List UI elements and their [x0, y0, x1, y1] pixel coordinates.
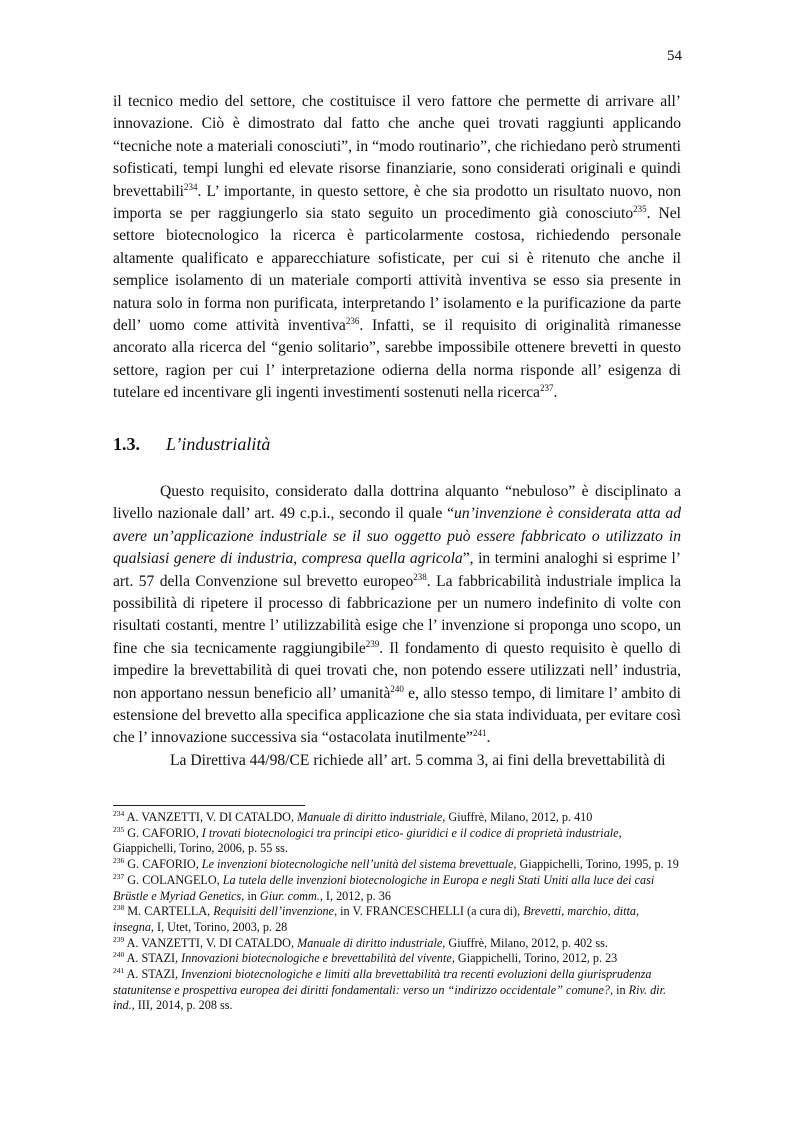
footnote-ref[interactable]: 236	[345, 315, 360, 326]
fn-text: G. CAFORIO,	[124, 825, 202, 840]
fn-title: Requisiti dell’invenzione	[213, 904, 335, 919]
footnote-ref[interactable]: 237	[539, 383, 554, 394]
section-heading	[113, 434, 270, 455]
fn-journal: Brevetti, marchio, ditta, insegna	[113, 904, 640, 934]
footnote-ref[interactable]: 241	[472, 728, 487, 739]
footnote-number: 241	[113, 965, 125, 975]
paragraph-industriality	[113, 481, 681, 772]
footnote-number: 240	[113, 950, 125, 960]
footnote	[113, 904, 683, 935]
footnote-number: 235	[113, 824, 125, 834]
fn-journal: Riv. dir. ind.	[113, 982, 667, 1013]
footnote-ref[interactable]: 234	[184, 181, 198, 192]
fn-text: , Giuffrè, Milano, 2012, p. 402 ss.	[442, 935, 608, 950]
fn-text: , Giuffrè, Milano, 2012, p. 410	[442, 810, 593, 824]
footnote-number: 239	[113, 934, 125, 944]
footnote-separator	[113, 805, 305, 806]
footnote-number: 238	[113, 903, 125, 913]
text-span: Questo requisito, considerato dalla dottrina alquanto “nebuloso” è disciplinato a livello nazionale dall’ art. 49 c.p.i., secondo il quale “	[113, 483, 681, 523]
text-span: . Il fondamento di questo requisito è quello di impedire la brevettabilità di quei trovati che, non potendo essere utilizzati nell’ industria, non apportano nessun beneficio all’ umanità	[113, 639, 681, 702]
footnote	[113, 810, 683, 826]
text-span: . La fabbricabilità industriale implica la possibilità di ripetere il processo di fabbricazione per un numero indefinito di volte con risultati costanti, mentre l’ utilizzabilità esige che l’ invenzione si proponga uno scopo, un fine che sia tecnicamente raggiungibile	[113, 572, 681, 657]
quoted-text: un’invenzione è considerata atta ad avere un’applicazione industriale se il suo oggetto può essere fabbricato o utilizzato in qualsiasi genere di industria, compresa quella agricola	[113, 505, 681, 568]
footnote-number: 234	[113, 808, 125, 818]
fn-text: , in V. FRANCESCHELLI (a cura di),	[334, 904, 524, 919]
text-span: il tecnico medio del settore, che costituisce il vero fattore che permette di arrivare all’ innovazione. Ciò è dimostrato dal fatto che anche quei trovati raggiunti applicando “tecniche note a materiali conosciuti”, in “modo routinario”, che richiedano però strumenti sofisticati, tempi lunghi ed elevate risorse finanziarie, sono considerati originali e quindi brevettabili	[113, 93, 681, 200]
fn-text: G. COLANGELO,	[124, 872, 223, 887]
section-number: 1.3.	[113, 434, 140, 454]
footnotes	[113, 810, 683, 1014]
footnote	[113, 951, 683, 967]
text-span: La Direttiva 44/98/CE richiede all’ art. 5 comma 3, ai fini della brevettabilità di	[170, 751, 666, 769]
footnote	[113, 936, 683, 952]
footnote	[113, 826, 683, 857]
fn-text: A. VANZETTI, V. DI CATALDO,	[124, 810, 298, 824]
fn-title: Le invenzioni biotecnologiche nell’unità del sistema brevettuale	[201, 857, 514, 872]
fn-text: A. STAZI,	[124, 951, 182, 966]
fn-text: , III, 2014, p. 208 ss.	[131, 998, 233, 1013]
fn-title: Manuale di diritto industriale	[297, 810, 443, 824]
footnote-number: 237	[113, 871, 125, 881]
fn-title: Manuale di diritto industriale	[297, 935, 443, 950]
fn-text: , in	[610, 982, 629, 997]
fn-text: , I, 2012, p. 36	[319, 888, 391, 903]
page-number: 54	[667, 48, 682, 64]
fn-text: M. CARTELLA,	[124, 904, 214, 919]
fn-text: A. STAZI,	[124, 967, 182, 982]
fn-title: Invenzioni biotecnologiche e limiti alla brevettabilità tra recenti evoluzioni della giurisprudenza statunitense e prospettiva europea dei diritti fondamentali: verso un “indirizzo occidentale” comune?	[113, 967, 652, 997]
text-span: .	[486, 729, 491, 747]
fn-title: La tutela delle invenzioni biotecnologiche in Europa e negli Stati Uniti alla luce dei casi Brüstle e Myriad Genetics	[113, 872, 655, 903]
footnote-ref[interactable]: 238	[413, 571, 427, 582]
fn-text: A. VANZETTI, V. DI CATALDO,	[124, 935, 298, 950]
text-span: . Infatti, se il requisito di originalità rimanesse ancorato alla ricerca del “genio solitario”, sarebbe impossibile ottenere brevetti in questo settore, ragion per cui l’ interpretazione odierna della norma risponde all’ esigenza di tutelare ed incentivare gli ingenti investimenti sostenuti nella ricerca	[113, 317, 681, 402]
footnote	[113, 967, 683, 1014]
text-span: e, allo stesso tempo, di limitare l’ ambito di estensione del brevetto alla specifica applicazione che sia stata individuata, per evitare così che l’ innovazione successiva sia “ostacolata inutilmente”	[113, 684, 681, 747]
footnote	[113, 873, 683, 904]
paragraph-originality	[113, 91, 681, 405]
fn-title: Innovazioni biotecnologiche e brevettabilità del vivente	[181, 951, 452, 966]
text-span: .	[553, 384, 558, 402]
text-span: . L’ importante, in questo settore, è che sia prodotto un risultato nuovo, non importa se per raggiungerlo sia stato seguito un procedimento già conosciuto	[113, 182, 681, 223]
footnote-ref[interactable]: 239	[365, 638, 380, 649]
fn-text: , Giappichelli, Torino, 2012, p. 23	[451, 951, 618, 966]
footnote-ref[interactable]: 235	[633, 203, 647, 214]
fn-text: , Giappichelli, Torino, 1995, p. 19	[513, 857, 679, 872]
text-span: . Nel settore biotecnologico la ricerca è particolarmente costosa, richiedendo personale altamente qualificato e apparecchiature sofisticate, per cui si è ritenuto che anche il semplice isolamento di un materiale comporti attività inventiva se esso sia presente in natura solo in forma non purificata, interpretando l’ isolamento e la purificazione da parte dell’ uomo come attività inventiva	[113, 205, 682, 335]
footnote-ref[interactable]: 240	[390, 683, 404, 694]
fn-text: G. CAFORIO,	[124, 857, 202, 872]
fn-title: I trovati biotecnologici tra principi etico- giuridici e il codice di proprietà industriale	[201, 825, 619, 840]
footnote-number: 236	[113, 856, 125, 866]
footnote	[113, 857, 683, 873]
fn-text: , I, Utet, Torino, 2003, p. 28	[150, 919, 288, 934]
text-span: ”, in termini analoghi si esprime l’ art. 57 della Convenzione sul brevetto europeo	[113, 550, 681, 590]
fn-journal: Giur. comm.	[259, 888, 320, 903]
fn-text: , Giappichelli, Torino, 2006, p. 55 ss.	[113, 825, 622, 856]
section-title: L’industrialità	[166, 434, 271, 454]
fn-text: , in	[241, 888, 260, 903]
